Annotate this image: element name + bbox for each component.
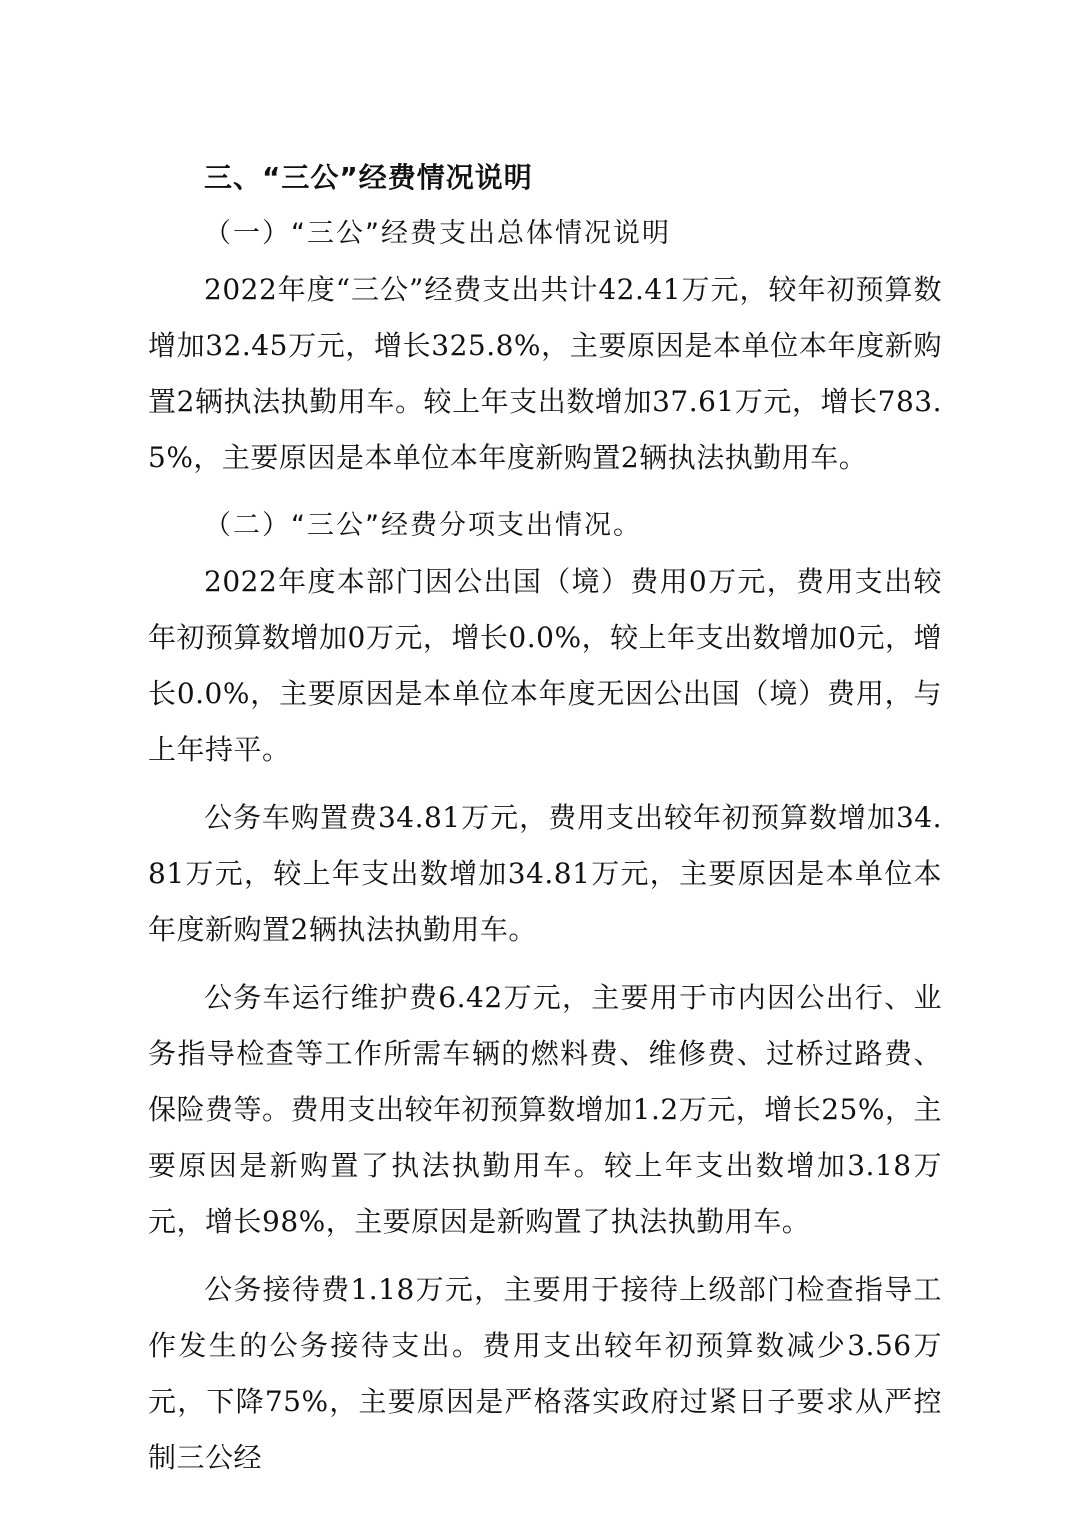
subsection-1-title: （一）“三公”经费支出总体情况说明 xyxy=(204,218,671,249)
paragraph-gap xyxy=(148,778,942,790)
document-body xyxy=(148,150,942,1486)
paragraph-reception: 公务接待费1.18万元，主要用于接待上级部门检查指导工作发生的公务接待支出。费用支出较年初预算数减少3.56万元，下降75%，主要原因是严格落实政府过紧日子要求从严控制三公经 xyxy=(148,1273,942,1474)
subsection-1-paragraph: 2022年度“三公”经费支出共计42.41万元，较年初预算数增加32.45万元，增长325.8%，主要原因是本单位本年度新购置2辆执法执勤用车。较上年支出数增加37.61万元，增长783.5%，主要原因是本单位本年度新购置2辆执法执勤用车。 xyxy=(148,273,942,474)
paragraph-vehicle-operation: 公务车运行维护费6.42万元，主要用于市内因公出行、业务指导检查等工作所需车辆的燃料费、维修费、过桥过路费、保险费等。费用支出较年初预算数增加1.2万元，增长25%，主要原因是新购置了执法执勤用车。较上年支出数增加3.18万元，增长98%，主要原因是新购置了执法执勤用车。 xyxy=(148,981,942,1238)
paragraph-gap xyxy=(148,486,942,498)
paragraph-vehicle-purchase: 公务车购置费34.81万元，费用支出较年初预算数增加34.81万元，较上年支出数增加34.81万元，主要原因是本单位本年度新购置2辆执法执勤用车。 xyxy=(148,801,942,946)
section-title: 三、“三公”经费情况说明 xyxy=(204,161,533,194)
paragraph-overseas-expenses: 2022年度本部门因公出国（境）费用0万元，费用支出较年初预算数增加0万元，增长0.0%，较上年支出数增加0元，增长0.0%，主要原因是本单位本年度无因公出国（境）费用，与上年持平。 xyxy=(148,565,942,766)
subsection-2-title: （二）“三公”经费分项支出情况。 xyxy=(204,510,642,541)
paragraph-gap xyxy=(148,1250,942,1262)
paragraph-gap xyxy=(148,958,942,970)
